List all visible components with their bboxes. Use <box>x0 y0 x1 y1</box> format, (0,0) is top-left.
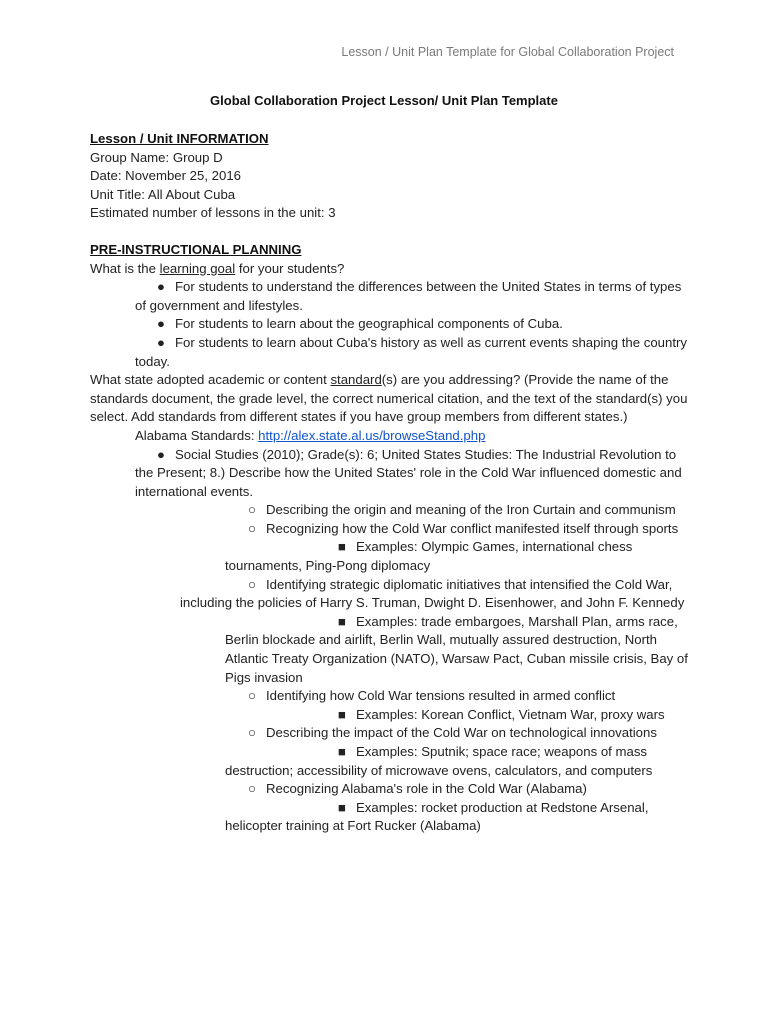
alabama-standards: Alabama Standards: http://alex.state.al.us/browseStand.php <box>135 427 486 443</box>
standards-question: What state adopted academic or content standard(s) are you addressing? (Provide the name of the standards document, the grade level, the correct numerical citation, and the text of the standard(s) you select. Add standards from different states if you have group members from different states.) <box>90 372 688 425</box>
alabama-standards-link[interactable]: http://alex.state.al.us/browseStand.php <box>258 427 486 443</box>
example-item: ■ Examples: Olympic Games, international chess tournaments, Ping-Pong diplomacy <box>225 539 633 574</box>
sub-standard-item: ○ Identifying how Cold War tensions resulted in armed conflict <box>248 688 616 704</box>
sub-standard-item: ○ Describing the impact of the Cold War on technological innovations <box>248 725 657 741</box>
goal-item: ● For students to understand the differences between the United States in terms of types of government and lifestyles. <box>135 279 682 313</box>
page-header: Lesson / Unit Plan Template for Global Collaboration Project <box>341 45 674 59</box>
example-item: ■ Examples: rocket production at Redstone Arsenal, helicopter training at Fort Rucker (Alabama) <box>225 799 649 834</box>
goal-item: ● For students to learn about Cuba's history as well as current events shaping the country today. <box>135 334 687 369</box>
sub-standard-item: ○ Recognizing how the Cold War conflict manifested itself through sports <box>248 520 679 536</box>
standard-item: ● Social Studies (2010); Grade(s): 6; United States Studies: The Industrial Revolution to the Present; 8.) Describe how the United States' role in the Cold War influenced domestic and international events. <box>135 446 682 499</box>
sub-standard-item: ○ Describing the origin and meaning of the Iron Curtain and communism <box>248 502 676 518</box>
pre-instructional-heading: PRE-INSTRUCTIONAL PLANNING <box>90 241 302 257</box>
lesson-info-heading: Lesson / Unit INFORMATION <box>90 131 269 146</box>
learning-goal-question: What is the learning goal for your students? <box>90 260 345 276</box>
sub-standard-item: ○ Recognizing Alabama's role in the Cold War (Alabama) <box>248 781 587 797</box>
goal-item: ● For students to learn about the geographical components of Cuba. <box>157 316 563 332</box>
unit-title: Unit Title: All About Cuba <box>90 186 236 202</box>
example-item: ■ Examples: Korean Conflict, Vietnam War, proxy wars <box>338 706 665 722</box>
document-title: Global Collaboration Project Lesson/ Unit Plan Template <box>210 93 558 108</box>
estimated-lessons: Estimated number of lessons in the unit: 3 <box>90 205 336 221</box>
document-body <box>90 130 690 836</box>
date: Date: November 25, 2016 <box>90 168 242 184</box>
example-item: ■ Examples: trade embargoes, Marshall Plan, arms race, Berlin blockade and airlift, Berlin Wall, mutually assured destruction, North Atlantic Treaty Organization (NATO), Warsaw Pact, Cuban missile crisis, Bay of Pigs invasion <box>225 613 688 685</box>
sub-standard-item: ○ Identifying strategic diplomatic initiatives that intensified the Cold War, including the policies of Harry S. Truman, Dwight D. Eisenhower, and John F. Kennedy <box>180 576 685 611</box>
example-item: ■ Examples: Sputnik; space race; weapons of mass destruction; accessibility of microwave ovens, calculators, and computers <box>225 744 653 778</box>
group-name: Group Name: Group D <box>90 149 223 165</box>
